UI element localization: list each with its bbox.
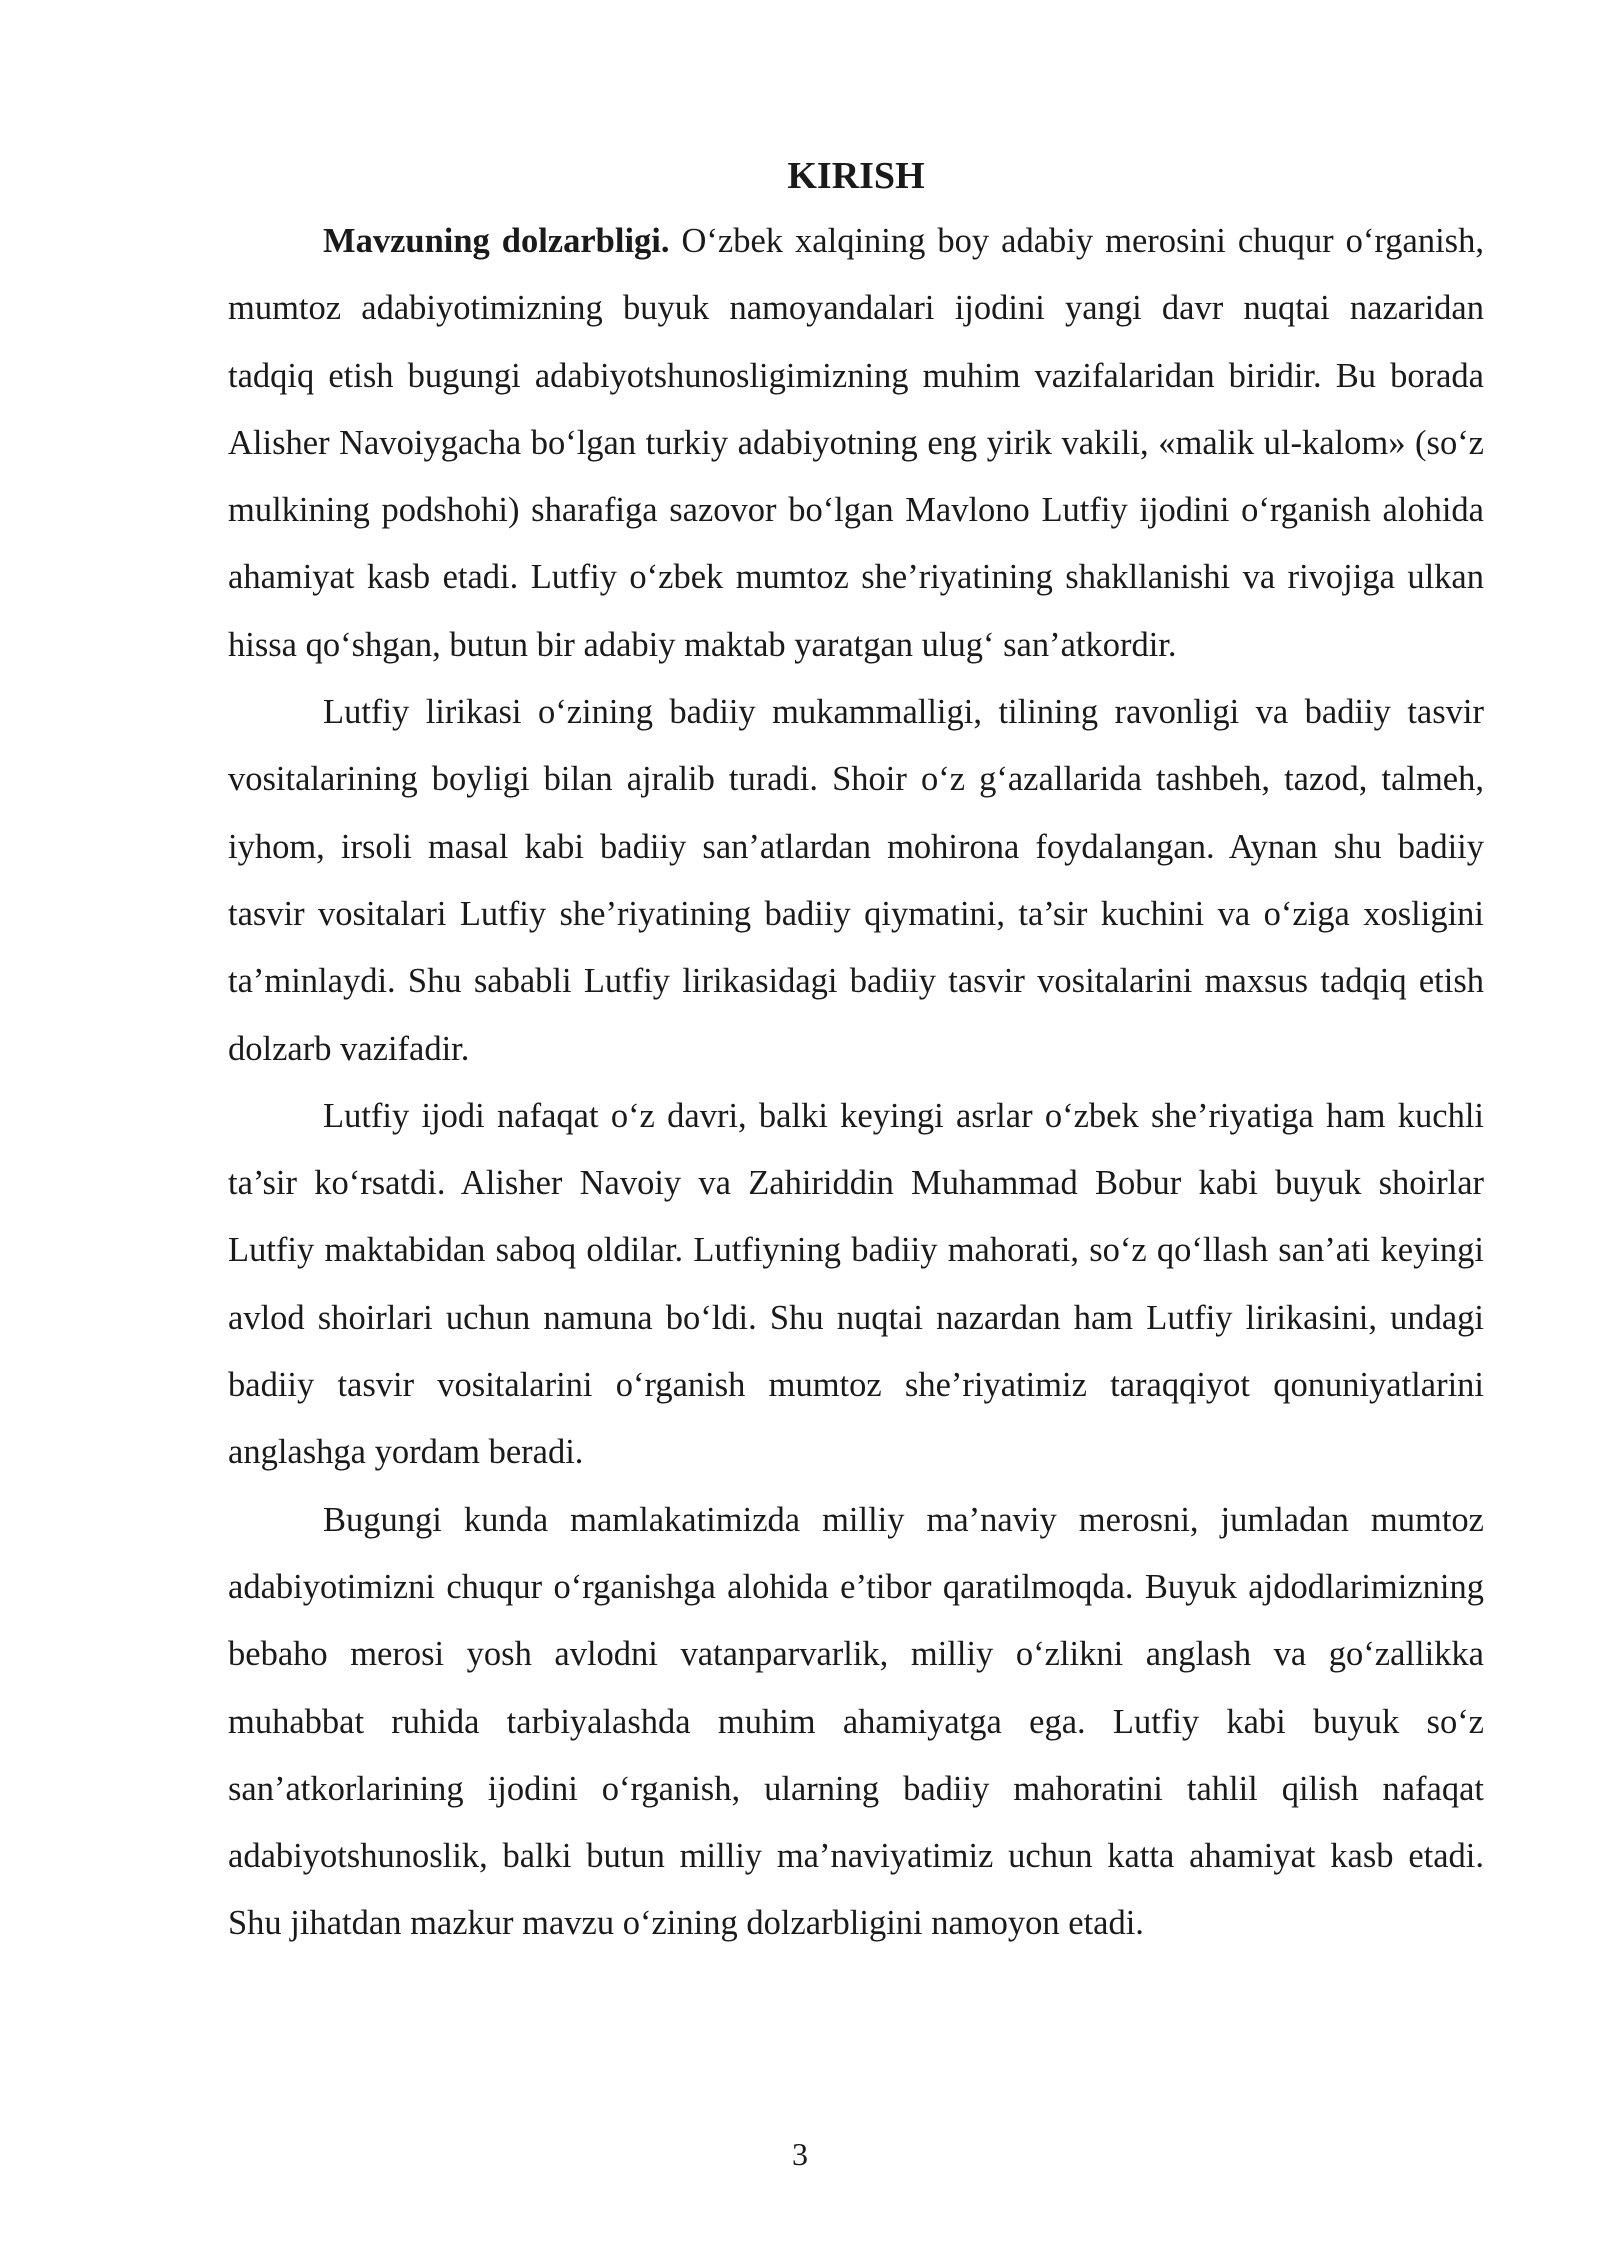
paragraph-text: O‘zbek xalqining boy adabiy merosini chuqur o‘rganish, mumtoz adabiyotimizning buyuk namoyandalari ijodini yangi davr nuqtai nazaridan tadqiq etish bugungi adabiyotshunosligimizning muhim vazifalaridan biridir. Bu borada Alisher Navoiygacha bo‘lgan turkiy adabiyotning eng yirik vakili, «malik ul-kalom» (so‘z mulkining podshohi) sharafiga sazovor bo‘lgan Mavlono Lutfiy ijodini o‘rganish alohida ahamiyat kasb etadi. Lutfiy o‘zbek mumtoz she’riyatining shakllanishi va rivojiga ulkan hissa qo‘shgan, butun bir adabiy maktab yaratgan ulug‘ san’atkordir.: [228, 222, 1484, 664]
paragraph-relevance: [228, 208, 1484, 679]
paragraph-lead-heading: Mavzuning dolzarbligi.: [323, 222, 670, 260]
page-number: 3: [792, 2136, 808, 2172]
page-title: KIRISH: [787, 155, 925, 197]
page-content: [228, 148, 1484, 1958]
paragraph-today: Bugungi kunda mamlakatimizda milliy ma’naviy merosni, jumladan mumtoz adabiyotimizni chuqur o‘rganishga alohida e’tibor qaratilmoqda. Buyuk ajdodlarimizning bebaho merosi yosh avlodni vatanparvarlik, milliy o‘zlikni anglash va go‘zallikka muhabbat ruhida tarbiyalashda muhim ahamiyatga ega. Lutfiy kabi buyuk so‘z san’atkorlarining ijodini o‘rganish, ularning badiiy mahoratini tahlil qilish nafaqat adabiyotshunoslik, balki butun milliy ma’naviyatimiz uchun katta ahamiyat kasb etadi. Shu jihatdan mazkur mavzu o‘zining dolzarbligini namoyon etadi.: [228, 1500, 1484, 1943]
paragraph-lyrics: Lutfiy lirikasi o‘zining badiiy mukammalligi, tilining ravonligi va badiiy tasvir vositalarining boyligi bilan ajralib turadi. Shoir o‘z g‘azallarida tashbeh, tazod, talmeh, iyhom, irsoli masal kabi badiiy san’atlardan mohirona foydalangan. Aynan shu badiiy tasvir vositalari Lutfiy she’riyatining badiiy qiymatini, ta’sir kuchini va o‘ziga xosligini ta’minlaydi. Shu sababli Lutfiy lirikasidagi badiiy tasvir vositalarini maxsus tadqiq etish dolzarb vazifadir.: [228, 693, 1484, 1068]
paragraph-influence: Lutfiy ijodi nafaqat o‘z davri, balki keyingi asrlar o‘zbek she’riyatiga ham kuchli ta’sir ko‘rsatdi. Alisher Navoiy va Zahiriddin Muhammad Bobur kabi buyuk shoirlar Lutfiy maktabidan saboq oldilar. Lutfiyning badiiy mahorati, so‘z qo‘llash san’ati keyingi avlod shoirlari uchun namuna bo‘ldi. Shu nuqtai nazardan ham Lutfiy lirikasini, undagi badiiy tasvir vositalarini o‘rganish mumtoz she’riyatimiz taraqqiyot qonuniyatlarini anglashga yordam beradi.: [228, 1096, 1484, 1472]
